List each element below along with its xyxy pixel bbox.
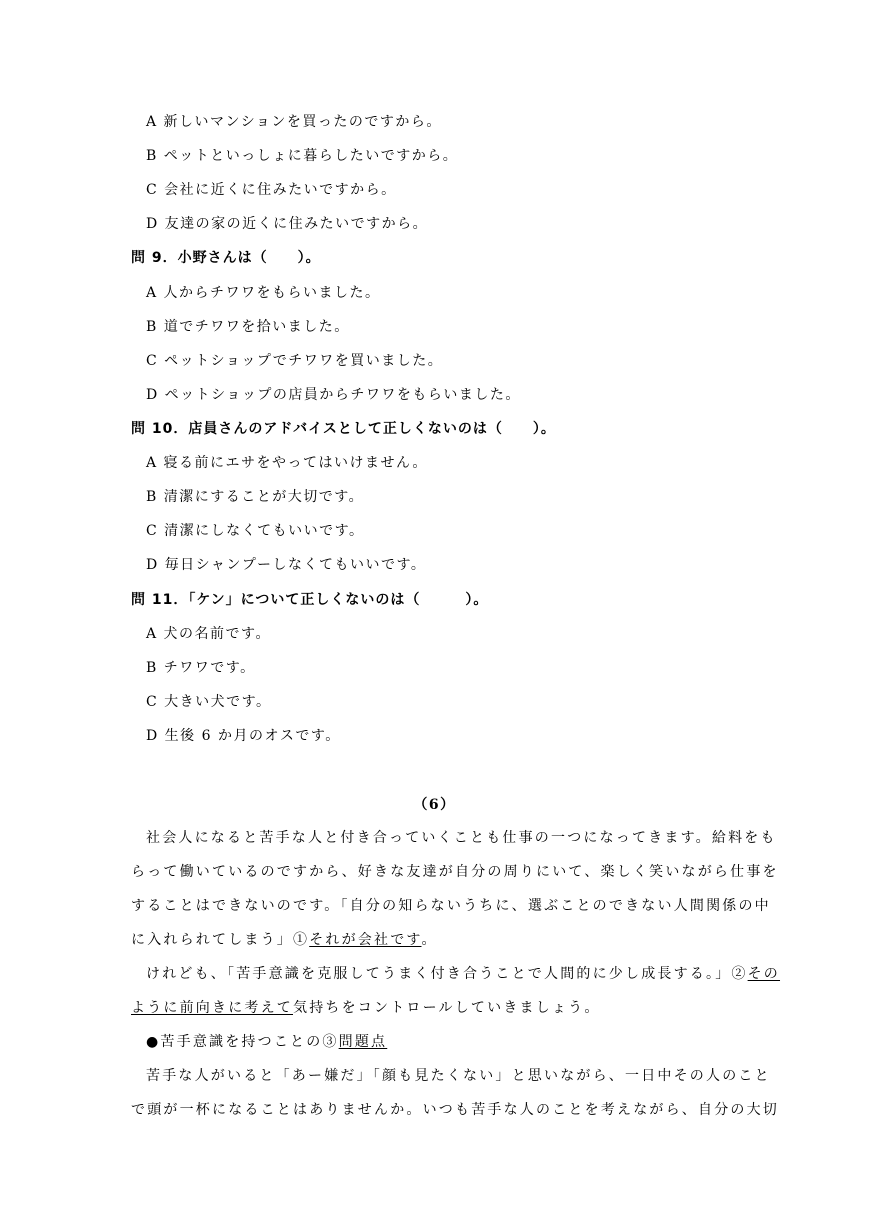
q10-option-a: A 寝る前にエサをやってはいけません。 <box>146 455 428 471</box>
paragraph-2-line-1 <box>146 966 780 982</box>
bullet-heading-text: ●苦手意識を持つことの③ <box>146 1034 339 1050</box>
q9-question: 問 9．小野さんは（ ）。 <box>131 250 321 266</box>
section-heading: （6） <box>413 797 456 813</box>
paragraph-1-line-2: らって働いているのですから、好きな友達が自分の周りにいて、楽しく笑いながら仕事を <box>131 864 779 880</box>
paragraph-1-line-1: 社会人になると苦手な人と付き合っていくことも仕事の一つになってきます。給料をも <box>146 830 777 846</box>
q9-option-b: B 道でチワワを拾いました。 <box>146 319 350 335</box>
q9-option-a: A 人からチワワをもらいました。 <box>146 285 381 301</box>
paragraph-1-line-4-end: 。 <box>421 932 438 948</box>
q10-option-b: B 清潔にすることが大切です。 <box>146 489 365 505</box>
paragraph-1-line-4 <box>131 932 438 948</box>
q11-option-d: D 生後 6 か月のオスです。 <box>146 728 341 744</box>
bullet-heading <box>146 1034 387 1050</box>
q10-option-c: C 清潔にしなくてもいいです。 <box>146 523 365 539</box>
q8-option-a: A 新しいマンションを買ったのですから。 <box>146 114 442 130</box>
q10-question: 問 10．店員さんのアドバイスとして正しくないのは（ ）。 <box>131 421 556 437</box>
paragraph-2-line-1-text: けれども、「苦手意識を克服してうまく付き合うことで人間的に少し成長する。」② <box>146 966 748 982</box>
underline-2-end: ように前向きに考えて <box>131 1000 293 1016</box>
paragraph-3-line-1: 苦手な人がいると「あー嫌だ」「顔も見たくない」と思いながら、一日中その人のこと <box>146 1068 771 1084</box>
paragraph-1-line-4-text: に入れられてしまう」① <box>131 932 310 948</box>
underline-3-text: 問題点 <box>338 1034 388 1050</box>
underline-1-text: それが会社です <box>309 932 422 948</box>
paragraph-1-line-3: することはできないのです。「自分の知らないうちに、選ぶことのできない人間関係の中 <box>131 898 771 914</box>
q9-option-c: C ペットショップでチワワを買いました。 <box>146 353 444 369</box>
q10-option-d: D 毎日シャンプーしなくてもいいです。 <box>146 557 427 573</box>
q9-option-d: D ペットショップの店員からチワワをもらいました。 <box>146 387 521 403</box>
q11-option-b: B チワワです。 <box>146 660 256 676</box>
underline-2-start: その <box>747 966 781 982</box>
paragraph-3-line-2: で頭が一杯になることはありませんか。いつも苦手な人のことを考えながら、自分の大切 <box>131 1102 779 1118</box>
paragraph-2-line-2-text: 気持ちをコントロールしていきましょう。 <box>293 1000 601 1016</box>
paragraph-2-line-2 <box>131 1000 601 1016</box>
q8-option-b: B ペットといっしょに暮らしたいですから。 <box>146 148 459 164</box>
q11-option-c: C 大きい犬です。 <box>146 694 272 710</box>
q8-option-d: D 友達の家の近くに住みたいですから。 <box>146 216 429 232</box>
q8-option-c: C 会社に近くに住みたいですから。 <box>146 182 397 198</box>
q11-option-a: A 犬の名前です。 <box>146 626 271 642</box>
q11-question: 問 11．「ケン」について正しくないのは（ ）。 <box>131 592 489 608</box>
